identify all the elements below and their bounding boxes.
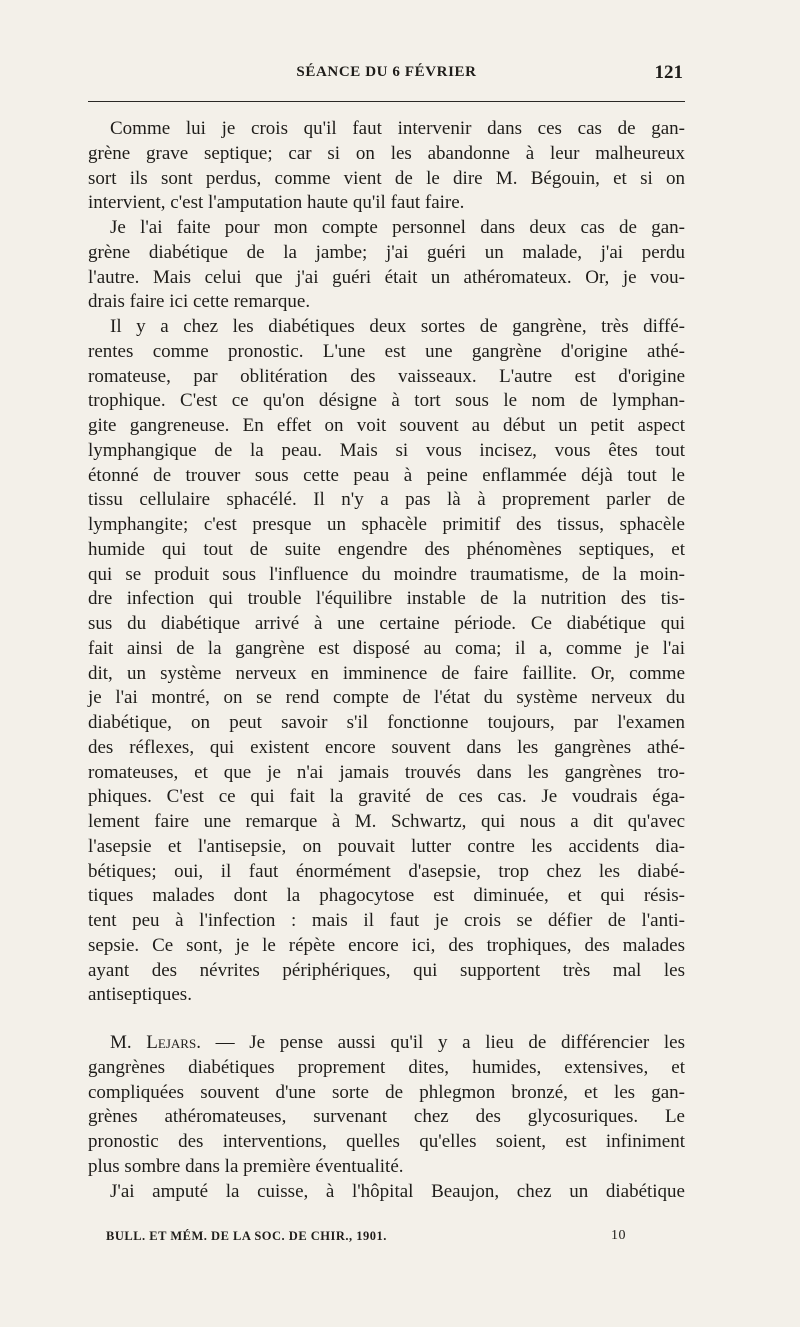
text-line: grène diabétique de la jambe; j'ai guéri un malade, j'ai perdu xyxy=(88,241,685,263)
text-line: diabétique, on peut savoir s'il fonctionne toujours, par l'examen xyxy=(88,712,685,733)
signature-mark: 10 xyxy=(611,1228,626,1243)
text-line: trophique. C'est ce qu'on désigne à tort sous le nom de lymphan- xyxy=(88,390,685,412)
text-line: romateuse, par oblitération des vaisseaux. L'autre est d'origine xyxy=(88,365,685,387)
page-number: 121 xyxy=(654,62,683,83)
text-line: gite gangreneuse. En effet on voit souvent au début un petit aspect xyxy=(88,415,685,436)
text-line: qui se produit sous l'influence du moindre traumatisme, de la moin- xyxy=(88,563,685,585)
text-line: romateuses, et que je n'ai jamais trouvés dans les gangrènes tro- xyxy=(88,761,685,783)
header-rule xyxy=(88,101,685,102)
speaker-name: M. Lejars. xyxy=(110,1032,201,1053)
text-line: l'autre. Mais celui que j'ai guéri était un athéromateux. Or, je vou- xyxy=(88,266,685,288)
text-line: tent peu à l'infection : mais il faut je crois se défier de l'anti- xyxy=(88,910,685,931)
text-line: l'asepsie et l'antisepsie, on pouvait lutter contre les accidents dia- xyxy=(88,835,685,857)
text-line: dre infection qui trouble l'équilibre instable de la nutrition des tis- xyxy=(88,588,685,610)
page-header xyxy=(88,64,685,90)
text-line: rentes comme pronostic. L'une est une gangrène d'origine athé- xyxy=(88,340,685,362)
text-line: J'ai amputé la cuisse, à l'hôpital Beaujon, chez un diabétique xyxy=(110,1180,685,1202)
text-line: grène grave septique; car si on les abandonne à leur malheureux xyxy=(88,142,685,164)
text-line: fait ainsi de la gangrène est disposé au coma; il a, comme je l'ai xyxy=(88,637,685,659)
text-line: je l'ai montré, on se rend compte de l'état du système nerveux du xyxy=(88,687,685,709)
text-line: humide qui tout de suite engendre des phénomènes septiques, et xyxy=(88,538,685,560)
main-text xyxy=(88,117,685,1204)
text-line: grènes athéromateuses, survenant chez des glycosuriques. Le xyxy=(88,1106,685,1128)
text-line: pronostic des interventions, quelles qu'elles soient, est infiniment xyxy=(88,1131,685,1152)
text-line: antiseptiques. xyxy=(88,984,192,1006)
text-line: lymphangite; c'est presque un sphacèle primitif des tissus, sphacèle xyxy=(88,514,685,535)
text-line: Il y a chez les diabétiques deux sortes de gangrène, très diffé- xyxy=(110,316,685,337)
text-line: plus sombre dans la première éventualité. xyxy=(88,1155,404,1177)
text-line: intervient, c'est l'amputation haute qu'il faut faire. xyxy=(88,192,465,214)
text-line: drais faire ici cette remarque. xyxy=(88,291,311,313)
journal-citation: BULL. ET MÉM. DE LA SOC. DE CHIR., 1901. xyxy=(106,1229,387,1243)
text-line: lement faire une remarque à M. Schwartz, qui nous a dit qu'avec xyxy=(88,811,685,832)
text-line: Comme lui je crois qu'il faut intervenir dans ces cas de gan- xyxy=(110,118,685,139)
text-span: — Je pense aussi qu'il y a lieu de différencier les xyxy=(200,1032,685,1053)
text-line: compliquées souvent d'une sorte de phlegmon bronzé, et les gan- xyxy=(88,1081,685,1103)
page-footer xyxy=(106,1229,626,1247)
lejars-paragraph-first-line xyxy=(88,1031,685,1056)
text-line: Je l'ai faite pour mon compte personnel dans deux cas de gan- xyxy=(110,217,685,238)
running-head: SÉANCE DU 6 FÉVRIER xyxy=(296,64,477,80)
text-line: tiques malades dont la phagocytose est diminuée, et qui résis- xyxy=(88,885,685,907)
text-line: des réflexes, qui existent encore souvent dans les gangrènes athé- xyxy=(88,736,685,758)
text-line: sepsie. Ce sont, je le répète encore ici, des trophiques, des malades xyxy=(88,934,685,956)
text-line: étonné de trouver sous cette peau à peine enflammée déjà tout le xyxy=(88,464,685,486)
text-line: phiques. C'est ce qui fait la gravité de ces cas. Je voudrais éga- xyxy=(88,786,685,808)
text-line: ayant des névrites périphériques, qui supportent très mal les xyxy=(88,959,685,981)
text-line: bétiques; oui, il faut énormément d'asepsie, trop chez les diabé- xyxy=(88,860,685,882)
text-line: dit, un système nerveux en imminence de faire faillite. Or, comme xyxy=(88,662,685,684)
text-line: gangrènes diabétiques proprement dites, humides, extensives, et xyxy=(88,1056,685,1078)
text-line: tissu cellulaire sphacélé. Il n'y a pas là à proprement parler de xyxy=(88,489,685,511)
text-line: sort ils sont perdus, comme vient de le dire M. Bégouin, et si on xyxy=(88,167,685,189)
text-line: sus du diabétique arrivé à une certaine période. Ce diabétique qui xyxy=(88,613,685,634)
text-line: lymphangique de la peau. Mais si vous incisez, vous êtes tout xyxy=(88,439,685,461)
